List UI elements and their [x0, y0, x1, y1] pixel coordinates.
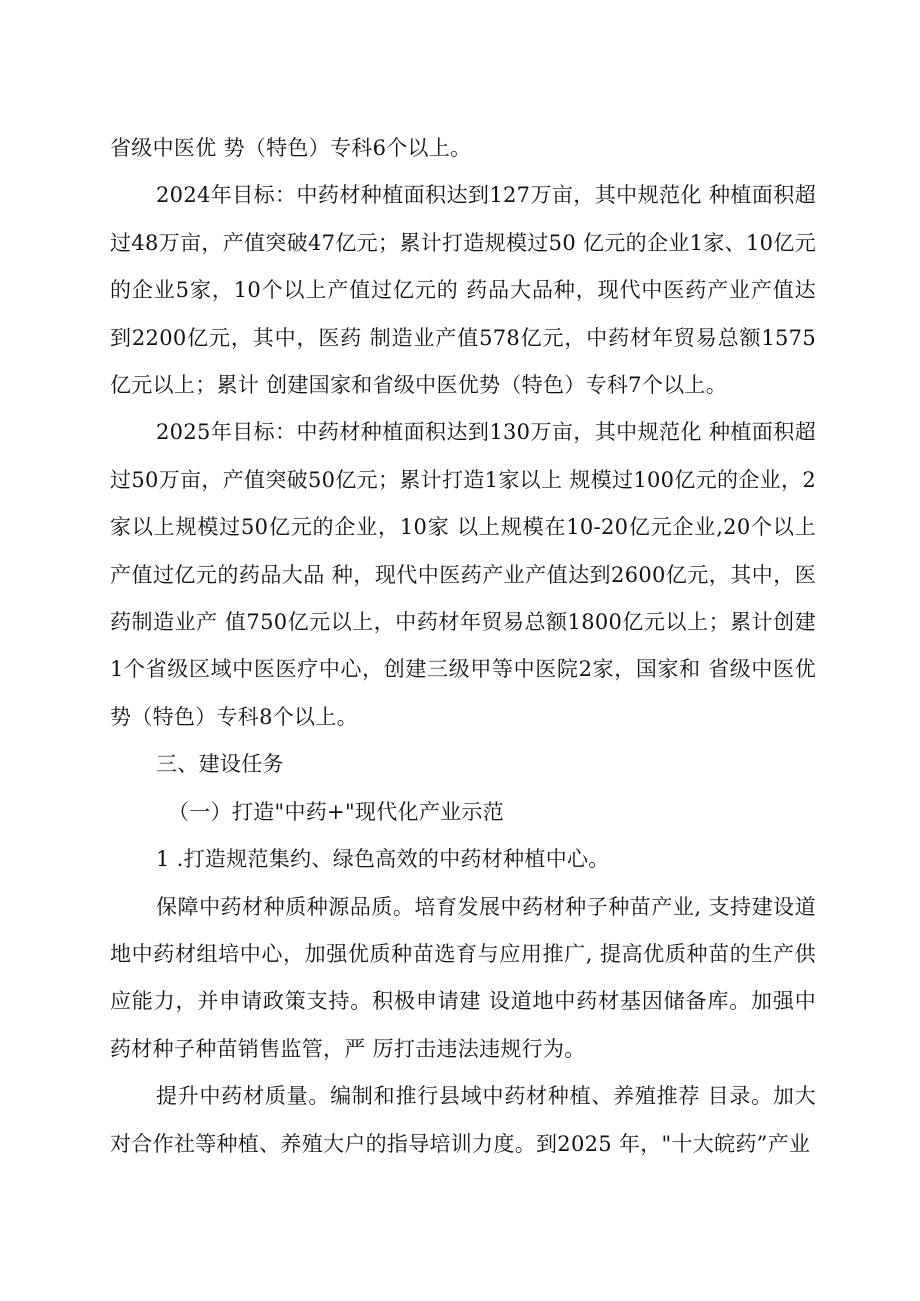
paragraph-2024-target: 2024年目标：中药材种植面积达到127万亩，其中规范化 种植面积超过48万亩，产值突破47亿元；累计打造规模过50 亿元的企业1家、10亿元的企业5家，10个以上产值过亿元的 药品大品种，现代中医药产业产值达到2200亿元，其中，医药 制造业产值578亿元，中药材年贸易总额1575亿元以上；累计 创建国家和省级中医优势（特色）专科7个以上。 [110, 183, 816, 398]
paragraph-2025-target: 2025年目标：中药材种植面积达到130万亩，其中规范化 种植面积超过50万亩，产值突破50亿元；累计打造1家以上 规模过100亿元的企业，2家以上规模过50亿元的企业，10家 以上规模在10-20亿元企业,20个以上产值过亿元的药品大品 种，现代中医药产业产值达到2600亿元，其中，医药制造业产 值750亿元以上，中药材年贸易总额1800亿元以上；累计创建 1个省级区域中医医疗中心，创建三级甲等中医院2家，国家和 省级中医优势（特色）专科8个以上。 [110, 420, 816, 729]
paragraph-material-quality: 提升中药材质量。编制和推行县域中药材种植、养殖推荐 目录。加大对合作社等种植、养殖大户的指导培训力度。到2025 年，"十大皖药”产业 [110, 1084, 816, 1156]
paragraph-germplasm-quality: 保障中药材种质种源品质。培育发展中药材种子种苗产业, 支持建设道地中药材组培中心，加强优质种苗选育与应用推广, 提高优质种苗的生产供应能力，并申请政策支持。积极申请建 设道地中药材基因储备库。加强中药材种子种苗销售监管，严 厉打击违法违规行为。 [110, 894, 816, 1061]
item-heading-planting-center: 1 .打造规范集约、绿色高效的中药材种植中心。 [156, 847, 610, 872]
paragraph-continuation: 省级中医优 势（特色）专科6个以上。 [110, 136, 472, 160]
subsection-heading-tcm-plus: （一）打造"中药+"现代化产业示范 [168, 799, 505, 824]
document-page [110, 125, 816, 1168]
section-heading-construction-tasks: 三、建设任务 [156, 752, 284, 777]
